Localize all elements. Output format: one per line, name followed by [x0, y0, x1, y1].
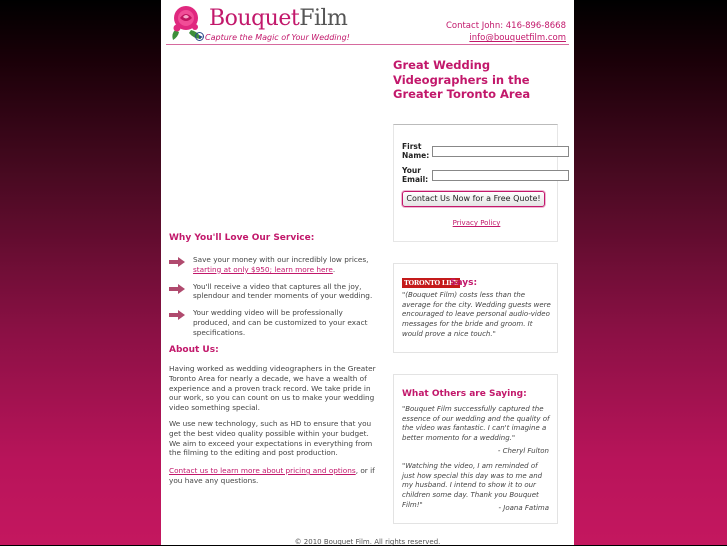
- pricing-link[interactable]: starting at only $950; learn more here: [193, 264, 333, 274]
- testimonials-box: [393, 374, 558, 524]
- video-player-area[interactable]: [169, 52, 379, 222]
- about-paragraph-3: Contact us to learn more about pricing and options, or if you have any questions.: [169, 466, 375, 485]
- toronto-life-box: [393, 263, 558, 353]
- free-quote-button[interactable]: Contact Us Now for a Free Quote!: [402, 191, 545, 207]
- quote-form: [393, 124, 558, 242]
- contact-us-link[interactable]: Contact us to learn more about pricing and options: [169, 466, 356, 475]
- arrow-bullet-icon: [169, 310, 185, 320]
- play-icon: [195, 32, 204, 41]
- toronto-life-says: Says:: [450, 278, 478, 288]
- email-label: Your Email:: [402, 166, 429, 184]
- list-item-text: Save your money with our incredibly low prices, starting at only $950; learn more here.: [193, 255, 369, 274]
- brand-name-second: Film: [299, 6, 348, 31]
- about-paragraph-2: We use new technology, such as HD to ensure that you get the best video quality possible within your budget. We aim to exceed your expectations in everything from the filming to the editing and post production.: [169, 419, 373, 458]
- testimonial-quote: "Bouquet Film successfully captured the essence of our wedding and the quality of the video was fantastic. I can't imagine a better momento for a wedding.": [402, 405, 550, 443]
- privacy-policy-link[interactable]: Privacy Policy: [452, 219, 501, 227]
- testimonial-author: - Joana Fatima: [498, 504, 549, 512]
- form-title: Great Wedding Videographers in the Greater Toronto Area: [393, 58, 531, 101]
- arrow-bullet-icon: [169, 257, 185, 267]
- first-name-field[interactable]: [432, 146, 569, 157]
- why-heading: Why You'll Love Our Service:: [169, 233, 315, 243]
- list-item-text: Your wedding video will be professionally produced, and can be customized to your exact specifications.: [193, 308, 368, 337]
- testimonials-heading: What Others are Saying:: [402, 389, 527, 399]
- page-container: [161, 0, 574, 545]
- contact-email-link[interactable]: info@bouquetfilm.com: [469, 33, 566, 43]
- contact-phone: Contact John: 416-896-8668: [445, 21, 566, 31]
- email-field[interactable]: [432, 170, 569, 181]
- about-heading: About Us:: [169, 345, 219, 355]
- list-item-text: You'll receive a video that captures all the joy, splendour and tender moments of your wedding.: [193, 281, 373, 301]
- testimonial-author: - Cheryl Fulton: [497, 447, 549, 455]
- tagline: Capture the Magic of Your Wedding!: [205, 33, 350, 42]
- arrow-bullet-icon: [169, 284, 185, 294]
- brand-name-first: Bouquet: [209, 6, 300, 31]
- testimonial-quote: "Watching the video, I am reminded of just how special this day was to me and my husband. I intend to show it to our children some day. Thank you Bouquet Film!": [402, 462, 543, 509]
- why-list: [169, 255, 379, 345]
- list-item: [169, 308, 379, 337]
- toronto-life-logo: TORONTO LIFE: [404, 279, 458, 287]
- list-item: [169, 255, 379, 275]
- brand-name: [209, 6, 347, 31]
- footer-copyright: © 2010 Bouquet Film. All rights reserved.: [294, 538, 441, 546]
- toronto-life-quote: "(Bouquet Film) costs less than the average for the city. Wedding guests were encouraged to leave personal audio-video messages for the bride and groom. It would prove a nice touch.": [402, 291, 551, 338]
- list-item: [169, 282, 379, 302]
- about-paragraph-1: Having worked as wedding videographers in the Greater Toronto Area for nearly a decade, we have a wealth of experience and a proven track record. We take pride in our work, so you can count on us to make your wedding video something special.: [169, 364, 376, 413]
- first-name-label: First Name:: [402, 142, 430, 160]
- site-logo[interactable]: [169, 4, 359, 44]
- header-divider: [166, 44, 569, 45]
- contact-info: [446, 20, 566, 44]
